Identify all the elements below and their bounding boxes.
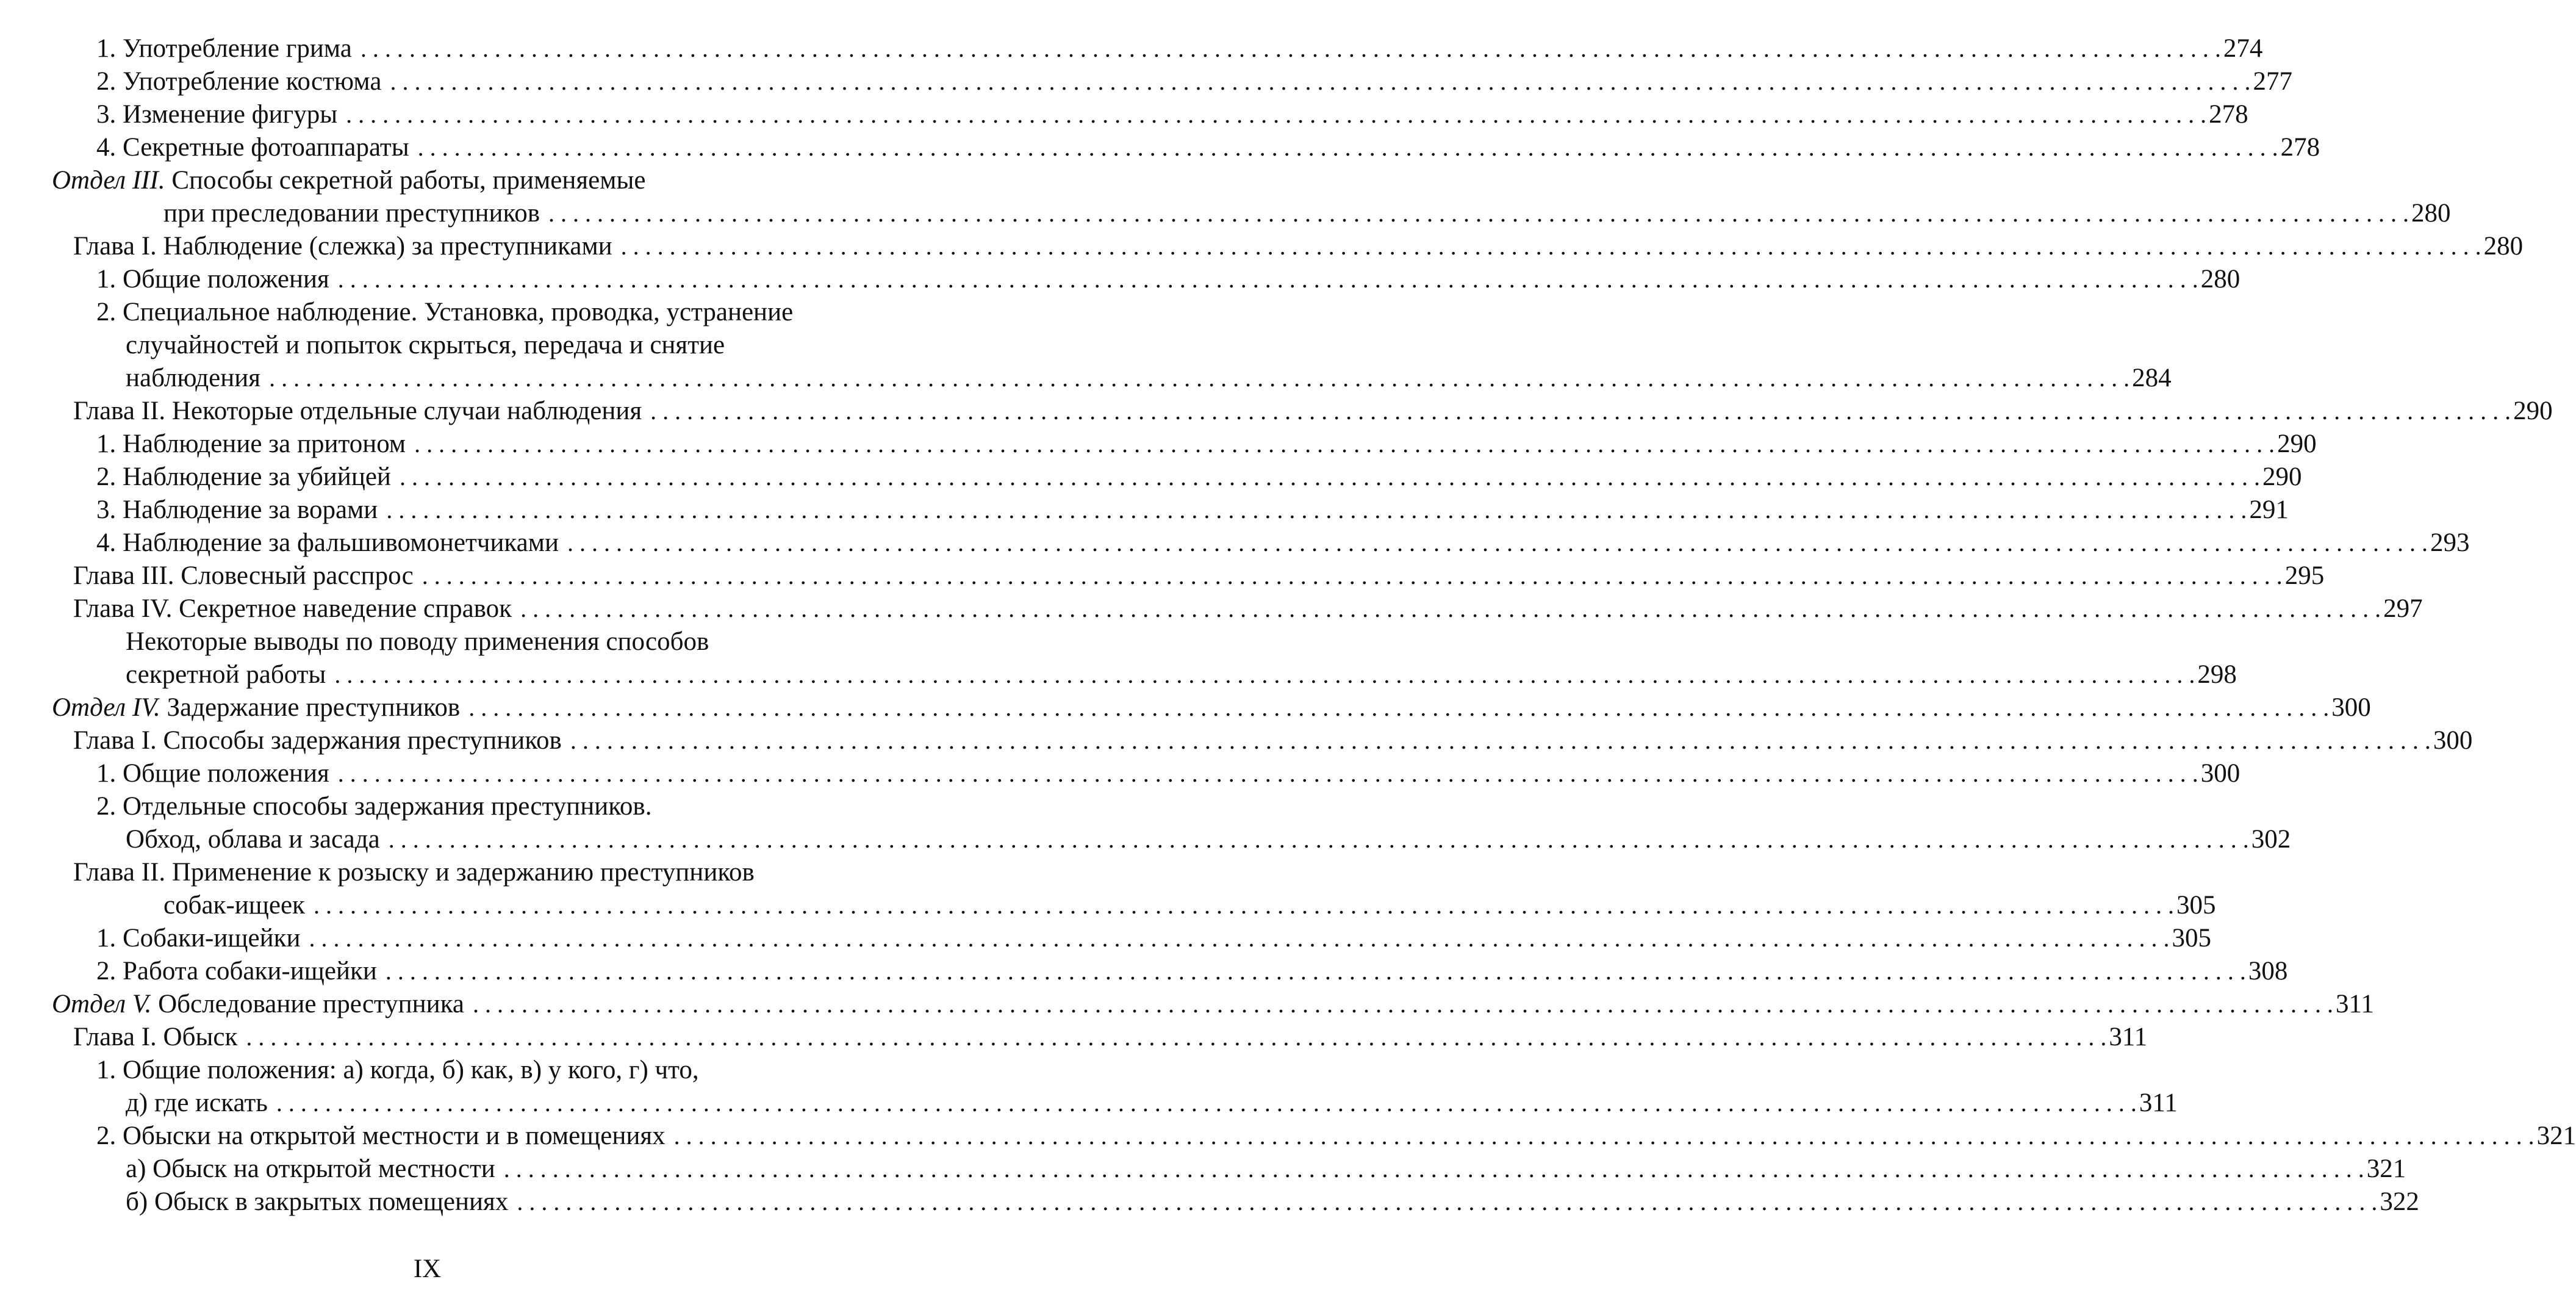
dot-leader bbox=[517, 1186, 2377, 1219]
toc-chapter bbox=[0, 230, 2524, 263]
toc-page-number: 277 bbox=[2253, 67, 2292, 96]
toc-entry-title-cont: секретной работы bbox=[126, 660, 326, 689]
dot-leader bbox=[386, 494, 2247, 527]
dot-leader bbox=[386, 955, 2246, 988]
toc-page-number: 278 bbox=[2209, 100, 2248, 129]
toc-entry-title: Глава I. Способы задержания преступников bbox=[73, 726, 562, 755]
toc-entry-title: 4. Секретные фотоаппараты bbox=[96, 133, 409, 162]
toc-entry-title: 3. Наблюдение за ворами bbox=[96, 495, 378, 524]
dot-leader bbox=[269, 362, 2129, 395]
toc-entry-title: 2. Употребление костюма bbox=[96, 67, 382, 96]
toc-entry-continuation bbox=[0, 889, 2216, 922]
toc-entry-title: Глава IV. Секретное наведение справок bbox=[73, 594, 512, 623]
toc-entry bbox=[0, 98, 2248, 131]
toc-entry-title-cont: при преследовании преступников bbox=[163, 199, 540, 228]
toc-entry bbox=[0, 625, 855, 658]
toc-page-number: 278 bbox=[2280, 133, 2320, 162]
section-label: Отдел III. bbox=[52, 166, 165, 195]
toc-chapter bbox=[0, 560, 2325, 592]
dot-leader bbox=[334, 658, 2195, 691]
toc-page-number: 295 bbox=[2284, 561, 2325, 590]
toc-entry-title: 2. Обыски на открытой местности и в помещениях bbox=[96, 1122, 666, 1150]
dot-leader bbox=[468, 691, 2329, 724]
toc-entry-title: Глава III. Словесный расспрос bbox=[73, 561, 414, 590]
dot-leader bbox=[422, 560, 2283, 592]
toc-entry-title-cont: собак-ищеек bbox=[163, 891, 305, 920]
dot-leader bbox=[674, 1120, 2535, 1153]
toc-section-heading bbox=[0, 164, 855, 197]
toc-entry bbox=[0, 494, 2289, 527]
toc-entry-title: б) Обыск в закрытых помещениях bbox=[126, 1187, 509, 1216]
toc-chapter bbox=[0, 395, 2553, 428]
toc-entry-title: 2. Работа собаки-ищейки bbox=[96, 957, 377, 985]
toc-entry-title-cont: наблюдения bbox=[126, 364, 261, 392]
toc-entry bbox=[0, 922, 2211, 955]
dot-leader bbox=[389, 823, 2249, 856]
toc-entry bbox=[0, 790, 855, 823]
toc-chapter bbox=[0, 856, 855, 889]
toc-entry-title: 3. Изменение фигуры bbox=[96, 100, 338, 129]
toc-page-number: 290 bbox=[2277, 430, 2317, 458]
toc-entry-title-cont: д) где искать bbox=[126, 1089, 268, 1117]
toc-entry-title: Глава II. Применение к розыску и задержанию преступников bbox=[73, 858, 755, 887]
toc-entry-continuation bbox=[0, 362, 2172, 395]
toc-entry-title: Глава I. Наблюдение (слежка) за преступниками bbox=[73, 232, 612, 261]
table-of-contents bbox=[0, 32, 2576, 1219]
dot-leader bbox=[548, 197, 2409, 230]
dot-leader bbox=[314, 889, 2174, 922]
toc-entry bbox=[0, 1054, 855, 1087]
dot-leader bbox=[400, 461, 2260, 494]
dot-leader bbox=[567, 527, 2428, 560]
dot-leader bbox=[276, 1087, 2137, 1120]
toc-entry-title: Глава II. Некоторые отдельные случаи наблюдения bbox=[73, 397, 642, 425]
toc-entry-title-cont: Обход, облава и засада bbox=[126, 825, 380, 854]
dot-leader bbox=[390, 65, 2250, 98]
toc-page-number: 293 bbox=[2430, 528, 2470, 557]
toc-entry-title: Способы секретной работы, применяемые bbox=[171, 166, 646, 195]
dot-leader bbox=[570, 724, 2431, 757]
toc-entry-title: 1. Употребление грима bbox=[96, 34, 352, 63]
toc-entry-title: Глава I. Обыск bbox=[73, 1023, 238, 1051]
toc-page-number: 297 bbox=[2383, 594, 2423, 623]
dot-leader bbox=[520, 592, 2381, 625]
toc-entry bbox=[0, 263, 2241, 296]
dot-leader bbox=[504, 1153, 2364, 1186]
toc-section-heading bbox=[0, 988, 2374, 1021]
toc-page-number: 311 bbox=[2139, 1089, 2178, 1117]
dot-leader bbox=[361, 32, 2221, 65]
toc-entry-title: 4. Наблюдение за фальшивомонетчиками bbox=[96, 528, 559, 557]
toc-page-number: 284 bbox=[2132, 364, 2172, 392]
toc-page-number: 280 bbox=[2483, 232, 2524, 261]
toc-page-number: 300 bbox=[2433, 726, 2473, 755]
toc-chapter bbox=[0, 592, 2423, 625]
toc-page-number: 290 bbox=[2262, 463, 2302, 491]
toc-page-number: 308 bbox=[2248, 957, 2288, 985]
toc-page-number: 321 bbox=[2366, 1154, 2406, 1183]
dot-leader bbox=[346, 98, 2206, 131]
toc-page-number: 305 bbox=[2176, 891, 2216, 920]
toc-page-number: 322 bbox=[2380, 1187, 2419, 1216]
toc-page-number: 300 bbox=[2331, 693, 2371, 722]
dot-leader bbox=[473, 988, 2333, 1021]
toc-entry-continuation bbox=[0, 658, 2237, 691]
toc-subentry bbox=[0, 1153, 2406, 1186]
dot-leader bbox=[246, 1021, 2106, 1054]
toc-entry-title: Обследование преступника bbox=[158, 990, 465, 1018]
toc-entry-title: 1. Общие положения bbox=[96, 759, 329, 788]
dot-leader bbox=[418, 131, 2278, 164]
section-label: Отдел V. bbox=[52, 990, 152, 1018]
toc-entry-continuation bbox=[0, 329, 855, 362]
toc-page-number: 280 bbox=[2200, 265, 2241, 294]
toc-entry-title: 1. Общие положения bbox=[96, 265, 329, 294]
dot-leader bbox=[338, 757, 2198, 790]
toc-entry bbox=[0, 1120, 2576, 1153]
toc-entry-title: 1. Наблюдение за притоном bbox=[96, 430, 406, 458]
toc-entry bbox=[0, 428, 2317, 461]
toc-page-number: 300 bbox=[2200, 759, 2241, 788]
toc-entry-continuation bbox=[0, 197, 2451, 230]
toc-page-number: 311 bbox=[2109, 1023, 2148, 1051]
dot-leader bbox=[309, 922, 2170, 955]
toc-page-number: 290 bbox=[2513, 397, 2553, 425]
toc-entry-title: 1. Собаки-ищейки bbox=[96, 924, 301, 953]
toc-entry bbox=[0, 955, 2288, 988]
toc-entry bbox=[0, 65, 2292, 98]
toc-entry bbox=[0, 32, 2263, 65]
toc-page-number: 298 bbox=[2197, 660, 2237, 689]
toc-entry-title: 2. Наблюдение за убийцей bbox=[96, 463, 391, 491]
toc-page-number: 302 bbox=[2251, 825, 2291, 854]
toc-entry-title-cont: случайностей и попыток скрыться, передача и снятие bbox=[126, 331, 725, 359]
toc-entry bbox=[0, 461, 2302, 494]
dot-leader bbox=[338, 263, 2198, 296]
section-label: Отдел IV. bbox=[52, 693, 160, 722]
toc-entry-title: Некоторые выводы по поводу применения способов bbox=[126, 627, 709, 656]
toc-entry-title: 2. Отдельные способы задержания преступников. bbox=[96, 792, 652, 821]
toc-entry bbox=[0, 527, 2470, 560]
toc-page-number: 280 bbox=[2411, 199, 2451, 228]
toc-entry-title: Задержание преступников bbox=[167, 693, 461, 722]
toc-entry-title: 2. Специальное наблюдение. Установка, проводка, устранение bbox=[96, 298, 794, 326]
toc-chapter bbox=[0, 1021, 2148, 1054]
toc-entry bbox=[0, 757, 2241, 790]
toc-page-number: 321 bbox=[2536, 1122, 2576, 1150]
toc-page-number: 291 bbox=[2249, 495, 2289, 524]
toc-page-number: 305 bbox=[2172, 924, 2211, 953]
toc-entry bbox=[0, 296, 855, 329]
toc-entry-title: а) Обыск на открытой местности bbox=[126, 1154, 495, 1183]
toc-entry-continuation bbox=[0, 1087, 2178, 1120]
dot-leader bbox=[621, 230, 2481, 263]
dot-leader bbox=[650, 395, 2511, 428]
toc-entry-title: 1. Общие положения: а) когда, б) как, в) у кого, г) что, bbox=[96, 1056, 699, 1084]
toc-chapter bbox=[0, 724, 2473, 757]
toc-page-number: 274 bbox=[2223, 34, 2263, 63]
dot-leader bbox=[414, 428, 2275, 461]
page-folio: IX bbox=[413, 1255, 442, 1283]
toc-subentry bbox=[0, 1186, 2419, 1219]
toc-entry-continuation bbox=[0, 823, 2291, 856]
toc-section-heading bbox=[0, 691, 2371, 724]
toc-page-number: 311 bbox=[2336, 990, 2374, 1018]
toc-entry bbox=[0, 131, 2320, 164]
